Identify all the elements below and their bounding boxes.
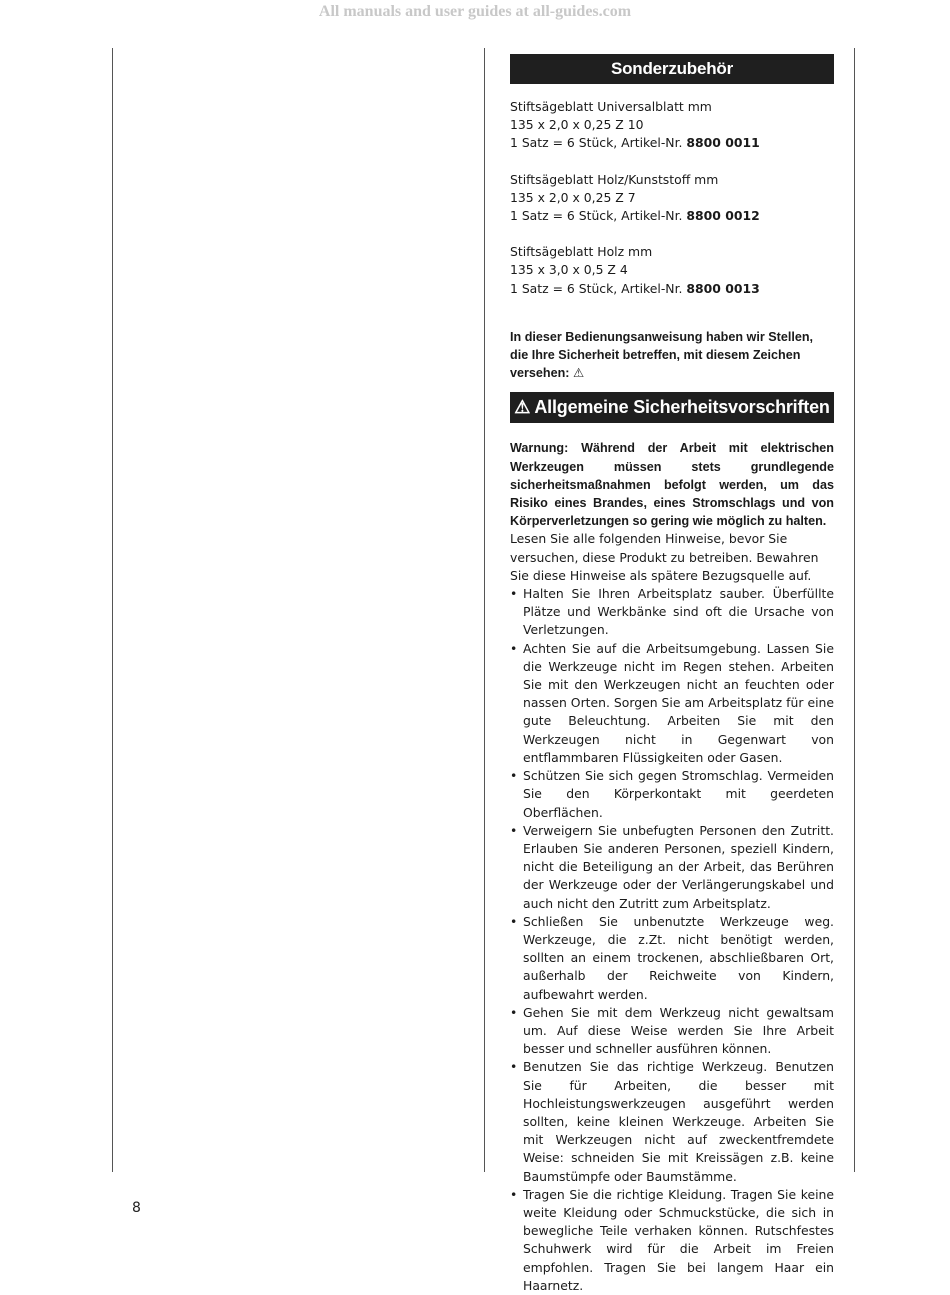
accessories-heading: Sonderzubehör [510, 54, 834, 84]
article-number: 8800 0011 [686, 135, 760, 151]
list-item: • Benutzen Sie das richtige Werkzeug. Benutzen Sie für Arbeiten, die besser mit Hochleistungswerkzeugen ausgeführt werden sollten, keine kleinen Werkzeuge. Arbeiten Sie mit Werkzeugen nicht auf zweckentfremdete Weise: schneiden Sie mit Kreissägen z.B. keine Baumstümpfe oder Baumstämme. [510, 1058, 834, 1185]
warning-triangle-icon: ⚠ [514, 397, 531, 418]
accessory-name: Stiftsägeblatt Holz mm [510, 244, 653, 260]
list-item: • Schützen Sie sich gegen Stromschlag. Vermeiden Sie den Körperkontakt mit geerdeten Oberflächen. [510, 767, 834, 822]
accessory-size: 135 x 2,0 x 0,25 Z 10 [510, 117, 644, 133]
column-rule-middle [484, 48, 485, 1172]
accessory-item [510, 98, 834, 153]
list-item: • Gehen Sie mit dem Werkzeug nicht gewaltsam um. Auf diese Weise werden Sie Ihre Arbeit besser und schneller ausführen können. [510, 1004, 834, 1059]
watermark: All manuals and user guides at all-guides.com [318, 3, 632, 20]
accessory-item [510, 243, 834, 298]
accessory-set [510, 280, 834, 298]
safety-warning: Warnung: Während der Arbeit mit elektrischen Werkzeugen müssen stets grundlegende sicherheitsmaßnahmen befolgt werden, um das Risiko eines Brandes, eines Stromschlags und von Körperverletzungen so gering wie möglich zu halten. [510, 441, 834, 529]
accessory-name: Stiftsägeblatt Holz/Kunststoff mm [510, 171, 719, 187]
safety-intro: Lesen Sie alle folgenden Hinweise, bevor Sie versuchen, diese Produkt zu betreiben. Bewahren Sie diese Hinweise als spätere Bezugsquelle auf. [510, 531, 819, 583]
column-rule-right [854, 48, 855, 1172]
warning-triangle-icon: ⚠ [573, 366, 585, 381]
accessory-size: 135 x 3,0 x 0,5 Z 4 [510, 262, 628, 278]
accessory-size: 135 x 2,0 x 0,25 Z 7 [510, 189, 636, 205]
accessory-set-text: 1 Satz = 6 Stück, Artikel-Nr. [510, 280, 687, 296]
accessory-name: Stiftsägeblatt Universalblatt mm [510, 99, 712, 114]
right-column [510, 54, 834, 1295]
article-number: 8800 0013 [686, 280, 760, 296]
article-number: 8800 0012 [686, 208, 760, 224]
accessory-set [510, 207, 834, 225]
accessory-set-text: 1 Satz = 6 Stück, Artikel-Nr. [510, 208, 687, 224]
safety-notice [510, 328, 834, 383]
safety-list [510, 585, 834, 1295]
column-rule-left [112, 48, 113, 1172]
safety-heading [510, 392, 834, 423]
page-number: 8 [132, 1200, 141, 1216]
list-item: • Verweigern Sie unbefugten Personen den Zutritt. Erlauben Sie anderen Personen, speziell Kindern, nicht die Beteiligung an der Arbeit, das Berühren der Werkzeuge oder der Verlängerungskabel und auch nicht den Zutritt zum Arbeitsplatz. [510, 822, 834, 913]
list-item: • Tragen Sie die richtige Kleidung. Tragen Sie keine weite Kleidung oder Schmuckstücke, die sich in bewegliche Teile verhaken können. Rutschfestes Schuhwerk wird für die Arbeit im Freien empfohlen. Tragen Sie bei langem Haar ein Haarnetz. [510, 1186, 834, 1295]
safety-heading-text: Allgemeine Sicherheitsvorschriften [534, 397, 830, 418]
accessory-set [510, 134, 834, 152]
accessory-item [510, 171, 834, 226]
accessory-set-text: 1 Satz = 6 Stück, Artikel-Nr. [510, 135, 687, 151]
safety-notice-text: In dieser Bedienungsanweisung haben wir Stellen, die Ihre Sicherheit betreffen, mit diesem Zeichen versehen: [510, 329, 814, 381]
list-item: • Halten Sie Ihren Arbeitsplatz sauber. Überfüllte Plätze und Werkbänke sind oft die Ursache von Verletzungen. [510, 585, 834, 640]
list-item: • Achten Sie auf die Arbeitsumgebung. Lassen Sie die Werkzeuge nicht im Regen stehen. Arbeiten Sie mit den Werkzeugen nicht an feuchten oder nassen Orten. Sorgen Sie am Arbeitsplatz für eine gute Beleuchtung. Arbeiten Sie mit den Werkzeugen nicht in Gegenwart von entflammbaren Flüssigkeiten oder Gasen. [510, 640, 834, 767]
list-item: • Schließen Sie unbenutzte Werkzeuge weg. Werkzeuge, die z.Zt. nicht benötigt werden, sollten an einem trockenen, abschließbaren Ort, außerhalb der Reichweite von Kindern, aufbewahrt werden. [510, 913, 834, 1004]
